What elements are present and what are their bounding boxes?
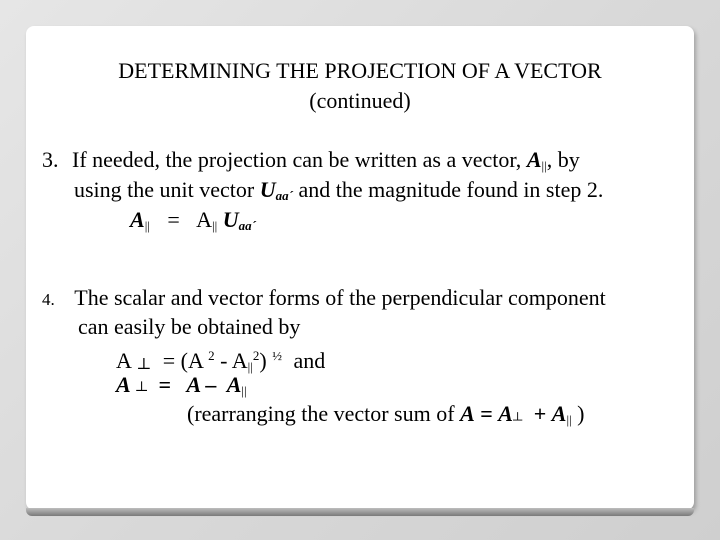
eq-equals: = (167, 207, 180, 232)
eq-close: ) (259, 348, 267, 373)
note-A3: A (551, 401, 567, 426)
eq-and: and (293, 348, 326, 373)
eq-rhs-A: A (196, 207, 213, 232)
item4-text-1: The scalar and vector forms of the perpendicular component (74, 285, 606, 310)
slide-bottom-bar (26, 508, 694, 516)
item3-text-a: If needed, the projection can be written as a vector, (72, 147, 522, 172)
eq-lhs-par: || (144, 218, 150, 233)
eq-lhs-A: A (130, 207, 145, 232)
eq-open: = (A (162, 348, 203, 373)
note-A: A (460, 401, 475, 426)
eq-rhs-par: || (212, 218, 218, 233)
parallel-sub: || (541, 158, 547, 173)
item4-line1 (42, 284, 606, 314)
perp-vec-par: || (241, 383, 247, 398)
item4-number: 4. (42, 290, 55, 309)
item4-line2 (78, 313, 300, 341)
perp-lhs-A: A (116, 348, 131, 373)
note-par: || (566, 412, 572, 427)
item3-text-b: , by (546, 147, 580, 172)
perp-vec-symbol: ┴ (136, 383, 147, 399)
slide-title: DETERMINING THE PROJECTION OF A VECTOR (118, 58, 602, 83)
perp-vec-lhs-A: A (116, 372, 131, 397)
eq-rhs-U-sub: aa´ (238, 218, 256, 233)
sup-half: ½ (272, 348, 282, 363)
par-sub: || (247, 359, 253, 374)
item3-text-c: using the unit vector (74, 177, 255, 202)
item4-text-2: can easily be obtained by (78, 314, 301, 339)
sup-2: 2 (208, 348, 215, 363)
note-eq: = (480, 401, 493, 426)
eq-minus-A: - A (220, 348, 248, 373)
item3-number: 3. (42, 147, 59, 172)
unit-vector-U: U (259, 177, 276, 202)
item3-text-d: and the magnitude found in step 2. (298, 177, 604, 202)
item3-line2 (74, 176, 603, 210)
note-A2: A (498, 401, 513, 426)
item4-note (187, 400, 584, 434)
note-perp: ┴ (512, 412, 523, 427)
item3-sym-A: A (526, 147, 542, 172)
perp-vec-rest: = A – A (158, 372, 242, 397)
item3-line1 (42, 146, 580, 180)
slide-subtitle: (continued) (309, 88, 411, 113)
eq-rhs-U: U (222, 207, 239, 232)
item3-equation (130, 206, 256, 240)
note-pre: (rearranging the vector sum of (187, 401, 455, 426)
note-plus: + (533, 401, 547, 426)
sup-2b: 2 (252, 348, 260, 363)
unit-vector-sub: aa´ (275, 188, 293, 203)
perp-symbol: ⊥ (136, 356, 152, 373)
note-close: ) (577, 401, 585, 426)
